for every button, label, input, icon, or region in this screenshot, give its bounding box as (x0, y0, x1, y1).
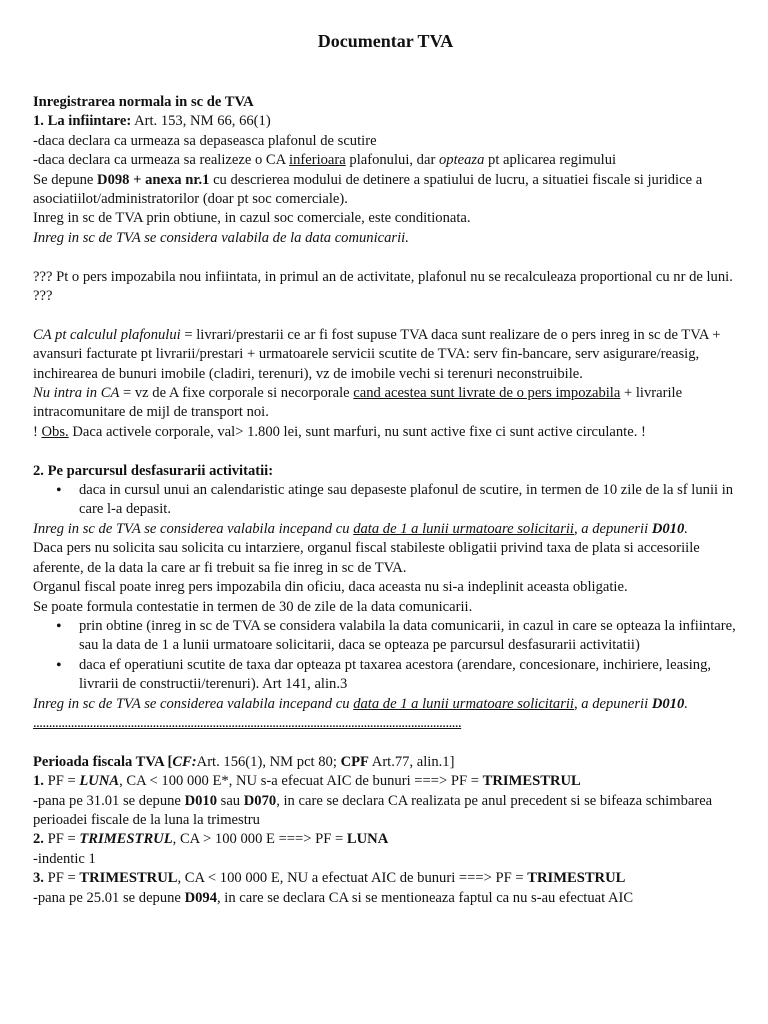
section-fiscal-period (33, 753, 738, 908)
bullet-list (33, 481, 738, 520)
section-during-activity (33, 462, 738, 734)
list-item: • daca in cursul unui an calendaristic atinge sau depaseste plafonul de scutire, in termen de 10 zile de la sf lunii in care l-a depasit. (79, 481, 738, 520)
list-item: • prin obtine (inreg in sc de TVA se considera valabila la data comunicarii, in cazul in care se opteaza la infiintare, sau la data de 1 a lunii urmatoare solicitarii, daca se opteaza pe parcursul desfasurarii activitatii) (79, 617, 738, 656)
text-paragraph: Organul fiscal poate inreg pers impozabila din oficiu, daca aceasta nu si-a indeplinit aceasta obligatie. (33, 579, 628, 596)
validity-note: Inreg in sc de TVA se considerea valabila incepand cu data de 1 a lunii urmatoare solicitarii, a depunerii D010. (33, 520, 688, 537)
rule-3: 3. PF = TRIMESTRUL, CA < 100 000 E, NU a efectuat AIC de bunuri ===> PF = TRIMESTRUL (33, 870, 626, 887)
text-paragraph: Se depune D098 + anexa nr.1 cu descrierea modului de detinere a spatiului de lucru, a situatiei fiscale si juridice a asociatiilot/administratorilor (doar pt soc comerciale). (33, 171, 703, 208)
rule-2: 2. PF = TRIMESTRUL, CA > 100 000 E ===> PF = LUNA (33, 831, 389, 848)
text-line: Inreg in sc de TVA se considera valabila de la data comunicarii. (33, 229, 409, 246)
list-item: • daca ef operatiuni scutite de taxa dar opteaza pt taxarea acestora (arendare, concesionare, inchiriere, leasing, livrarii de constructii/terenuri). Art 141, alin.3 (79, 656, 738, 695)
ca-exclusion: Nu intra in CA = vz de A fixe corporale si necorporale cand acestea sunt livrate de o pers impozabila + livrarile intracomunitare de mijl de transport noi. (33, 385, 683, 421)
rule-1-detail: -pana pe 31.01 se depune D010 sau D070, in care se declara CA realizata pe anul precedent si se bifeaza schimbarea perioadei fiscale de la luna la trimestru (33, 792, 713, 828)
rule-3-detail: -pana pe 25.01 se depune D094, in care se declara CA si se mentioneaza faptul ca nu s-au efectuat AIC (33, 889, 634, 906)
text-line: Inreg in sc de TVA prin obtiune, in cazul soc comerciale, este conditionata. (33, 210, 471, 227)
text-line: Se poate formula contestatie in termen de 30 de zile de la data comunicarii. (33, 598, 473, 615)
section-heading: 2. Pe parcursul desfasurarii activitatii: (33, 462, 274, 479)
bullet-list (33, 617, 738, 695)
section-heading: Inregistrarea normala in sc de TVA (33, 94, 254, 110)
dotted-separator: ........................................................................................................................................ (33, 714, 462, 731)
section-heading: Perioada fiscala TVA [CF:Art. 156(1), NM pct 80; CPF Art.77, alin.1] (33, 753, 455, 770)
rule-2-detail: -indentic 1 (33, 850, 96, 867)
observation-note: ! Obs. Daca activele corporale, val> 1.800 lei, sunt marfuri, nu sunt active fixe ci sunt active circulante. ! (33, 423, 646, 440)
validity-note: Inreg in sc de TVA se considerea valabila incepand cu data de 1 a lunii urmatoare solicitarii, a depunerii D010. (33, 695, 688, 712)
section-registration (33, 93, 738, 442)
text-line: -daca declara ca urmeaza sa realizeze o CA inferioara plafonului, dar opteaza pt aplicarea regimului (33, 152, 617, 169)
question-note: ??? Pt o pers impozabila nou infiintata, in primul an de activitate, plafonul nu se recalculeaza proportional cu nr de luni. ??? (33, 268, 733, 305)
document-page (33, 30, 738, 908)
rule-1: 1. PF = LUNA, CA < 100 000 E*, NU s-a efecuat AIC de bunuri ===> PF = TRIMESTRUL (33, 773, 581, 790)
page-title: Documentar TVA (317, 31, 454, 51)
text-paragraph: Daca pers nu solicita sau solicita cu intarziere, organul fiscal stabileste obligatii privind taxa de plata si accesoriile aferente, de la data la care ar fi trebuit sa fie inreg in sc de TVA. (33, 540, 700, 576)
subsection-infiintare: 1. La infiintare: Art. 153, NM 66, 66(1) (33, 113, 271, 130)
ca-definition: CA pt calculul plafonului = livrari/prestarii ce ar fi fost supuse TVA daca sunt realizare de o pers inreg in sc de TVA + avansuri facturate pt livrarii/prestari + urmatoarele servicii scutite de TVA: serv fin-bancare, serv asigurare/reasig, inchirearea de bunuri imobile (cladiri, terenuri), vz de imobile vechi si terenuri neconstruibile. (33, 326, 721, 382)
text-line: -daca declara ca urmeaza sa depaseasca plafonul de scutire (33, 132, 377, 149)
